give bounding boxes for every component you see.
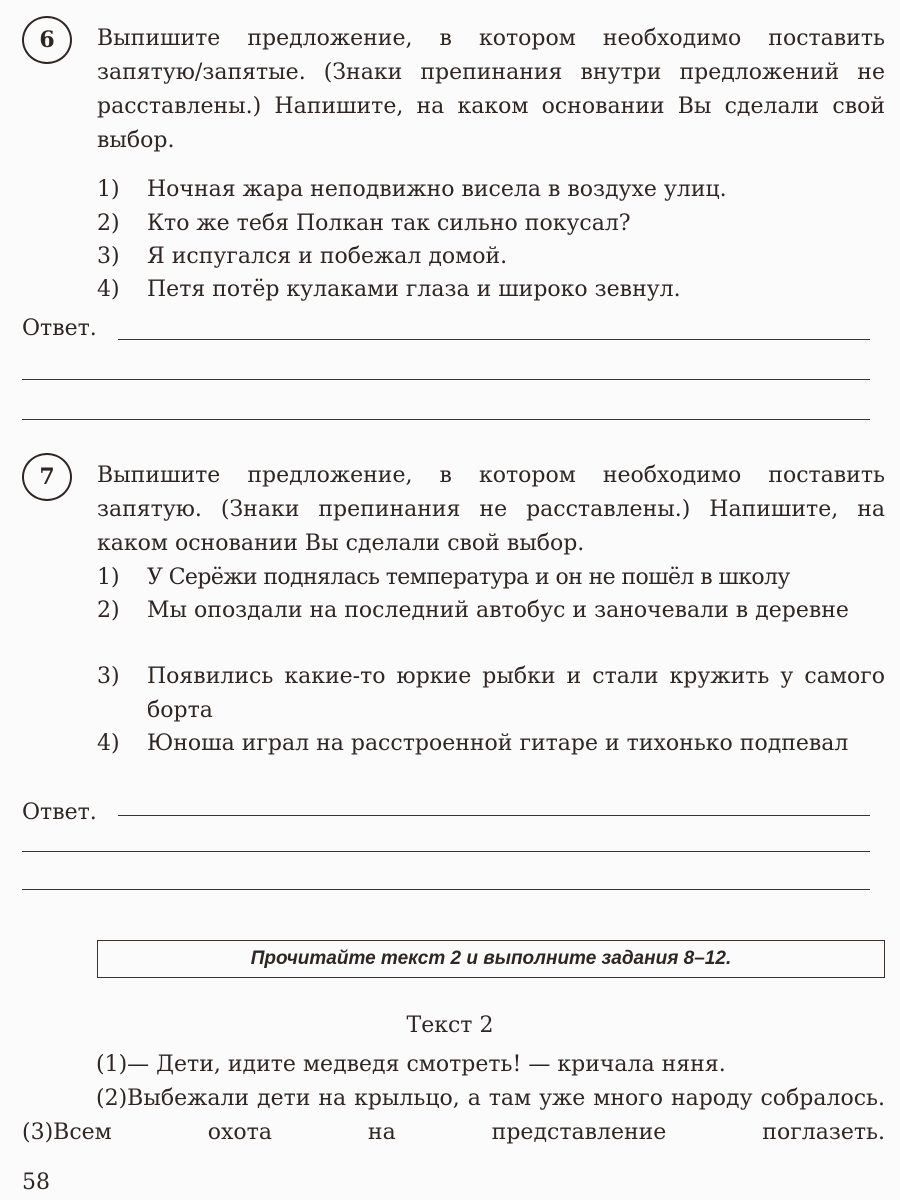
task-6-option-4 <box>97 273 885 307</box>
task-7-answer-line-3[interactable] <box>22 889 870 890</box>
task-7-option-2 <box>97 594 885 628</box>
text-2-paragraph-2: (2)Выбежали дети на крыльцо, а там уже много народу собралось. (3)Всем охота на представление поглазеть. <box>22 1086 885 1145</box>
task-7-answer-line-2[interactable] <box>22 851 870 852</box>
option-number: 1) <box>97 565 120 590</box>
task-7-prompt: Выпишите предложение, в котором необходимо поставить запятую. (Знаки препинания не расставлены.) Напишите, на каком основании Вы сделали свой выбор. <box>97 463 885 556</box>
option-text: Юноша играл на расстроенной гитаре и тихонько подпевал <box>147 731 849 756</box>
option-text: У Серёжи поднялась температура и он не пошёл в школу <box>147 565 790 590</box>
task-6-option-2 <box>97 207 885 241</box>
task-7-option-4 <box>97 727 885 761</box>
task-6-answer-line-3[interactable] <box>22 419 870 420</box>
task-6-answer-line-1[interactable] <box>118 339 870 340</box>
task-6-prompt: Выпишите предложение, в котором необходимо поставить запятую/запятые. (Знаки препинания внутри предложений не расставлены.) Напишите, на каком основании Вы сделали свой выбор. <box>97 26 885 153</box>
task-7-answer-line-1[interactable] <box>118 815 870 816</box>
option-text: Кто же тебя Полкан так сильно покусал? <box>147 211 631 236</box>
task-6-option-3 <box>97 240 885 274</box>
text-2-paragraph-1: (1)— Дети, идите медведя смотреть! — кричала няня. <box>96 1052 726 1077</box>
task-7-answer-label: Ответ. <box>22 800 97 825</box>
option-text: Появились какие-то юркие рыбки и стали кружить у самого борта <box>147 664 885 723</box>
option-text: Я испугался и побежал домой. <box>147 244 508 269</box>
task-7-number-badge <box>22 453 72 501</box>
task-6-number-badge <box>22 16 72 64</box>
instruction-text: Прочитайте текст 2 и выполните задания 8–12. <box>250 948 732 969</box>
option-number: 4) <box>97 731 120 756</box>
option-number: 1) <box>97 177 120 202</box>
option-number: 3) <box>97 244 120 269</box>
task-6-answer-line-2[interactable] <box>22 379 870 380</box>
instruction-box <box>97 940 885 978</box>
option-text: Ночная жара неподвижно висела в воздухе улиц. <box>147 177 727 202</box>
task-6-answer-label: Ответ. <box>22 316 97 341</box>
option-number: 3) <box>97 664 120 689</box>
task-7-option-3 <box>97 660 885 728</box>
option-number: 2) <box>97 211 120 236</box>
task-7-option-1 <box>97 561 885 595</box>
option-number: 2) <box>97 598 120 623</box>
task-number: 7 <box>39 464 55 490</box>
task-number: 6 <box>39 27 55 53</box>
option-text: Петя потёр кулаками глаза и широко зевнул. <box>147 277 681 302</box>
option-text: Мы опоздали на последний автобус и заночевали в деревне <box>147 598 849 623</box>
text-2-title: Текст 2 <box>406 1013 494 1038</box>
option-number: 4) <box>97 277 120 302</box>
page-number: 58 <box>22 1170 50 1195</box>
task-6-option-1 <box>97 173 885 207</box>
